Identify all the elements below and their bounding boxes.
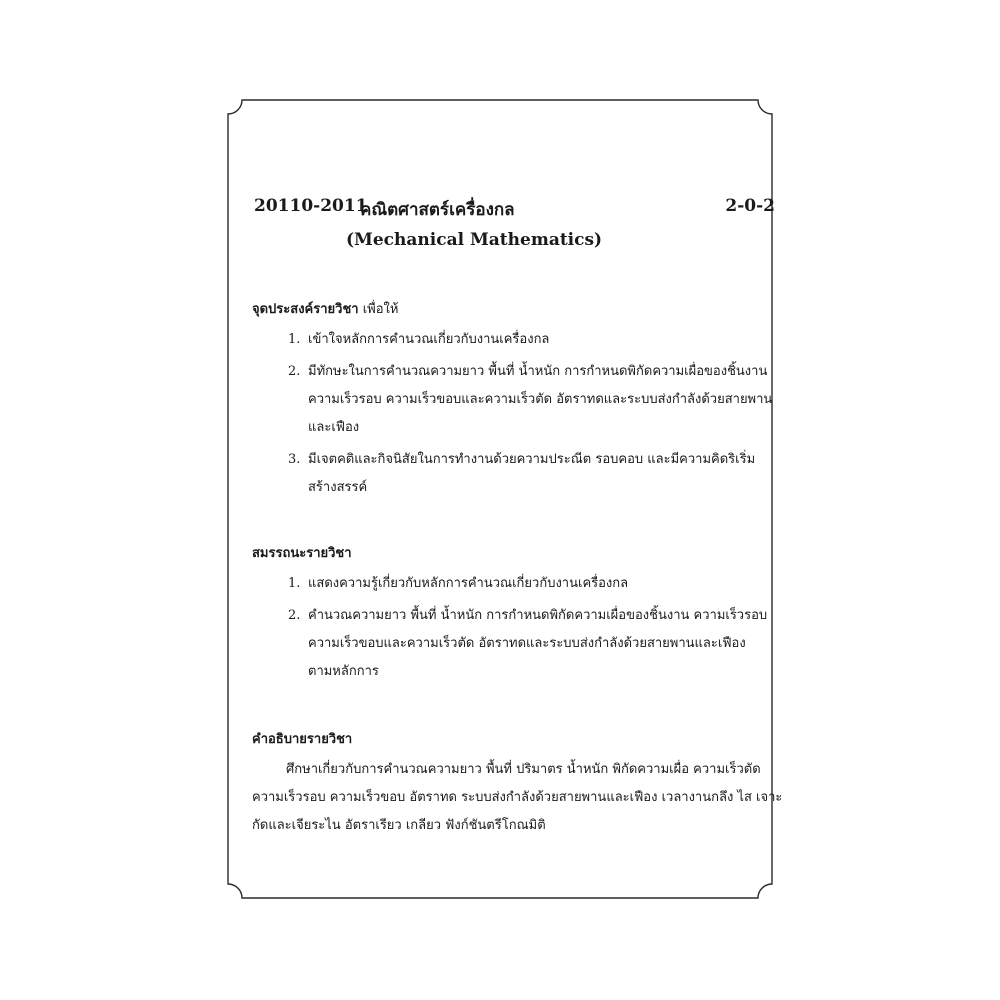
objectives-section <box>252 298 774 502</box>
objective-item-line: มีทักษะในการคำนวณความยาว พื้นที่ น้ำหนัก การกำหนดพิกัดความเผื่อของชิ้นงาน <box>308 364 768 379</box>
objective-item-number: 3. <box>288 452 301 467</box>
course-title-thai: คณิตศาสตร์เครื่องกล <box>360 200 515 220</box>
competency-item-line: ตามหลักการ <box>308 664 379 679</box>
description-line: ศึกษาเกี่ยวกับการคำนวณความยาว พื้นที่ ปริมาตร น้ำหนัก พิกัดความเผื่อ ความเร็วตัด <box>286 762 761 777</box>
description-heading <box>252 728 774 752</box>
course-header <box>252 190 775 262</box>
objective-item <box>252 358 774 442</box>
competency-item-line: แสดงความรู้เกี่ยวกับหลักการคำนวณเกี่ยวกับงานเครื่องกล <box>308 576 629 591</box>
competency-item-number: 1. <box>288 576 301 591</box>
competencies-heading <box>252 542 774 566</box>
course-title-english: (Mechanical Mathematics) <box>346 230 603 250</box>
description-heading-label: คำอธิบายรายวิชา <box>252 732 353 747</box>
competency-item-line: คำนวณความยาว พื้นที่ น้ำหนัก การกำหนดพิกัดความเผื่อของชิ้นงาน ความเร็วรอบ <box>308 608 768 623</box>
course-credits: 2-0-2 <box>725 196 775 216</box>
description-line: ความเร็วรอบ ความเร็วขอบ อัตราทด ระบบส่งกำลังด้วยสายพานและเฟือง เวลางานกลึง ไส เจาะ <box>252 790 783 805</box>
description-section <box>252 728 783 840</box>
objectives-heading-label: จุดประสงค์รายวิชา <box>252 302 359 317</box>
competency-item <box>252 602 774 686</box>
objective-item-line: และเฟือง <box>308 420 360 435</box>
competencies-heading-label: สมรรถนะรายวิชา <box>252 546 352 561</box>
objective-item-number: 1. <box>288 332 301 347</box>
competency-item-line: ความเร็วขอบและความเร็วตัด อัตราทดและระบบส่งกำลังด้วยสายพานและเฟือง <box>308 636 746 651</box>
objective-item-number: 2. <box>288 364 301 379</box>
objectives-heading-suffix: เพื่อให้ <box>362 302 399 317</box>
competency-item-number: 2. <box>288 608 301 623</box>
description-line: กัดและเจียระไน อัตราเรียว เกลียว ฟังก์ชันตรีโกณมิติ <box>252 818 546 833</box>
objectives-heading <box>252 298 774 322</box>
objective-item-line: เข้าใจหลักการคำนวณเกี่ยวกับงานเครื่องกล <box>308 332 550 347</box>
course-code: 20110-2011 <box>254 196 368 216</box>
objective-item-line: ความเร็วรอบ ความเร็วขอบและความเร็วตัด อัตราทดและระบบส่งกำลังด้วยสายพาน <box>308 392 773 407</box>
competencies-section <box>252 542 774 686</box>
objective-item-line: สร้างสรรค์ <box>308 480 368 495</box>
competency-item <box>252 570 774 598</box>
objective-item-line: มีเจตคติและกิจนิสัยในการทำงานด้วยความประณีต รอบคอบ และมีความคิดริเริ่ม <box>308 452 756 467</box>
description-paragraph <box>252 756 783 840</box>
objective-item <box>252 446 774 502</box>
objective-item <box>252 326 774 354</box>
syllabus-content <box>252 190 783 833</box>
